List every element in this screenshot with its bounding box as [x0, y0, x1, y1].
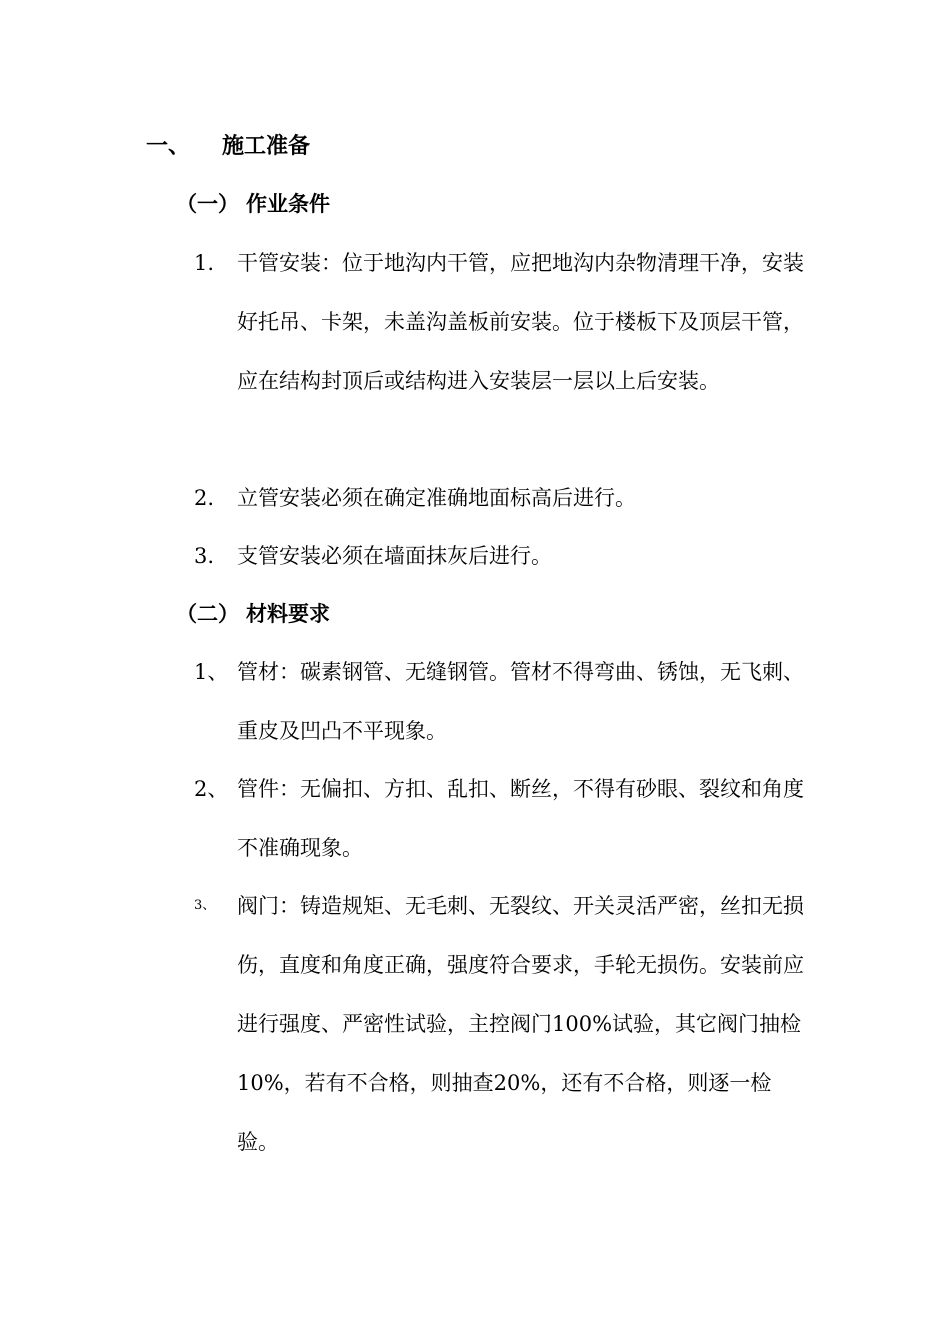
subsection-number: （二）	[176, 601, 239, 626]
item-number: 2.	[194, 486, 215, 510]
subsection-number: （一）	[176, 191, 239, 216]
section-title: 施工准备	[222, 133, 311, 159]
item-number: 1、	[194, 660, 229, 684]
item-text: 支管安装必须在墙面抹灰后进行。	[237, 544, 552, 568]
section-heading	[146, 130, 310, 162]
item-number: 1.	[194, 251, 215, 275]
item-text: 干管安装：位于地沟内干管，应把地沟内杂物清理干净，安装好托吊、卡架，未盖沟盖板前安装。位于楼板下及顶层干管，应在结构封顶后或结构进入安装层一层以上后安装。	[237, 251, 804, 393]
item-number: 3、	[194, 898, 216, 913]
item-text: 立管安装必须在确定准确地面标高后进行。	[237, 486, 636, 510]
item-text: 管材：碳素钢管、无缝钢管。管材不得弯曲、锈蚀，无飞刺、重皮及凹凸不平现象。	[237, 660, 804, 743]
subsection-title: 材料要求	[246, 601, 330, 626]
item-number: 2、	[194, 777, 229, 801]
item-text: 管件：无偏扣、方扣、乱扣、断丝，不得有砂眼、裂纹和角度不准确现象。	[237, 777, 804, 860]
subsection-heading-1	[176, 188, 330, 220]
item-number: 3.	[194, 544, 215, 568]
subsection-title: 作业条件	[246, 191, 330, 216]
section-number: 一、	[146, 133, 191, 159]
item-text: 阀门：铸造规矩、无毛刺、无裂纹、开关灵活严密，丝扣无损伤，直度和角度正确，强度符合要求，手轮无损伤。安装前应进行强度、严密性试验，主控阀门100%试验，其它阀门抽检10%，若有不合格，则抽查20%，还有不合格，则逐一检验。	[237, 894, 804, 1154]
subsection-heading-2	[176, 598, 330, 630]
